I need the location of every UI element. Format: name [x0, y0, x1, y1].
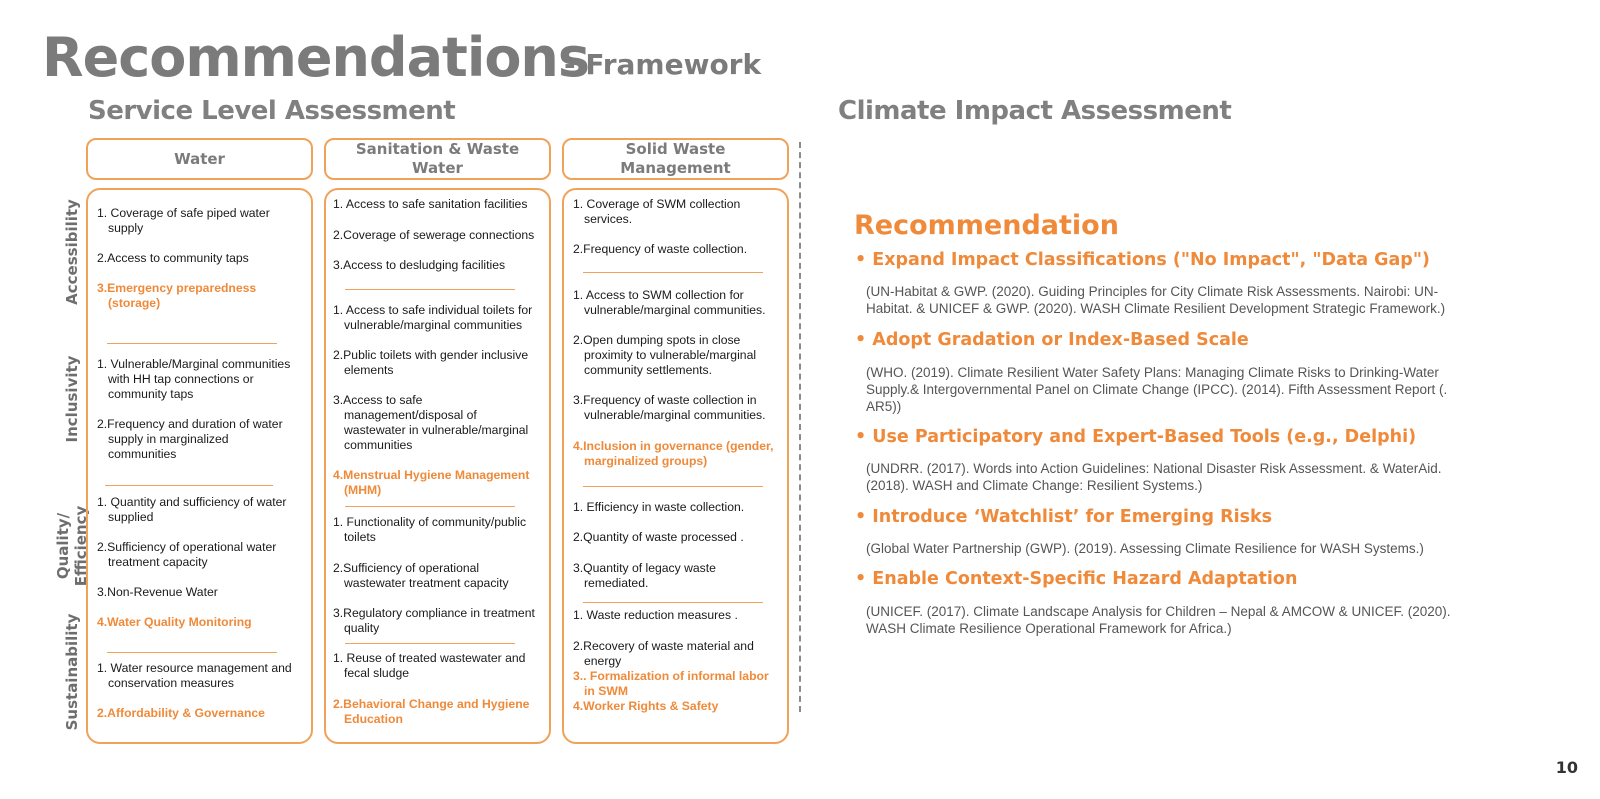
separator	[583, 272, 763, 273]
solid-waste-item-highlight: in SWM	[584, 684, 629, 698]
solid-waste-item-highlight: 4.Worker Rights & Safety	[573, 699, 719, 713]
recommendation-reference	[866, 283, 1466, 317]
sanitation-item: management/disposal of	[344, 408, 477, 422]
separator	[107, 343, 277, 344]
solid-waste-item: 1. Access to SWM collection for	[573, 288, 744, 302]
solid-waste-item-highlight: marginalized groups)	[584, 454, 708, 468]
solid-waste-item: remediated.	[584, 576, 649, 590]
recommendation-heading	[855, 427, 1416, 447]
solid-waste-item: vulnerable/marginal communities.	[584, 408, 766, 422]
recommendation-title: Recommendation	[854, 210, 1119, 241]
solid-waste-item: 1. Efficiency in waste collection.	[573, 500, 745, 514]
sanitation-item-highlight: 2.Behavioral Change and Hygiene	[333, 697, 530, 711]
recommendation-reference	[866, 364, 1466, 415]
column-header-sanitation-label: Sanitation & Waste Water	[355, 140, 520, 177]
row-label-sustainability: Sustainability	[63, 613, 81, 731]
water-item: with HH tap connections or	[108, 372, 254, 386]
solid-waste-item: community settlements.	[584, 363, 713, 377]
row-label-accessibility: Accessibility	[63, 199, 81, 305]
solid-waste-item: proximity to vulnerable/marginal	[584, 348, 757, 362]
separator	[105, 485, 273, 486]
solid-waste-item-highlight: 3.. Formalization of informal labor	[573, 669, 769, 683]
sanitation-item: 2.Coverage of sewerage connections	[333, 228, 535, 242]
row-label-inclusivity: Inclusivity	[63, 355, 81, 443]
recommendation-reference	[866, 540, 1466, 557]
separator	[583, 486, 763, 487]
sanitation-item-highlight: 4.Menstrual Hygiene Management	[333, 468, 530, 482]
water-item: 2.Frequency and duration of water	[97, 417, 283, 431]
recommendation-heading	[855, 507, 1272, 527]
recommendation-heading	[855, 569, 1297, 589]
solid-waste-item: energy	[584, 654, 622, 668]
sanitation-item: fecal sludge	[344, 666, 410, 680]
solid-waste-item: 3.Frequency of waste collection in	[573, 393, 757, 407]
sanitation-item-highlight: Education	[344, 712, 403, 726]
service-level-title: Service Level Assessment	[88, 96, 456, 126]
solid-waste-item: 2.Recovery of waste material and	[573, 639, 754, 653]
solid-waste-item: 2.Frequency of waste collection.	[573, 242, 748, 256]
reference-line: AR5))	[866, 399, 902, 414]
water-item: community taps	[108, 387, 194, 401]
recommendation-heading-text: Expand Impact Classifications ("No Impact", "Data Gap")	[872, 250, 1430, 270]
reference-line: (UNDRR. (2017). Words into Action Guidelines: National Disaster Risk Assessment. & WaterAid.	[866, 461, 1442, 476]
water-item: 3.Non-Revenue Water	[97, 585, 218, 599]
reference-line: Habitat. & UNICEF & GWP. (2020). WASH Climate Resilient Development Strategic Framework.)	[866, 301, 1446, 316]
bullet-marker: •	[855, 330, 867, 350]
sanitation-item: 3.Access to safe	[333, 393, 423, 407]
solid-waste-item: 2.Open dumping spots in close	[573, 333, 741, 347]
solid-waste-item: vulnerable/marginal communities.	[584, 303, 766, 317]
water-item-highlight: 3.Emergency preparedness	[97, 281, 257, 295]
water-item: 1. Coverage of safe piped water	[97, 206, 270, 220]
water-item: communities	[108, 447, 177, 461]
water-item: 1. Vulnerable/Marginal communities	[97, 357, 291, 371]
reference-line: (Global Water Partnership (GWP). (2019). Assessing Climate Resilience for WASH Systems.)	[866, 541, 1424, 556]
water-item: conservation measures	[108, 676, 234, 690]
column-header-solid-waste	[562, 138, 789, 180]
sanitation-item: toilets	[344, 530, 376, 544]
recommendation-heading	[855, 330, 1249, 350]
sanitation-item: 1. Access to safe sanitation facilities	[333, 197, 528, 211]
separator	[107, 652, 277, 653]
column-header-sanitation	[324, 138, 551, 180]
recommendation-heading-text: Adopt Gradation or Index-Based Scale	[872, 330, 1249, 350]
separator	[345, 506, 515, 507]
reference-line: (2018). WASH and Climate Change: Resilient Systems.)	[866, 478, 1203, 493]
recommendation-heading-text: Introduce ‘Watchlist’ for Emerging Risks	[872, 507, 1273, 527]
sanitation-item-highlight: (MHM)	[344, 483, 382, 497]
sanitation-item: 2.Sufficiency of operational	[333, 561, 480, 575]
separator	[345, 643, 515, 644]
page-number: 10	[1555, 758, 1578, 777]
reference-line: Supply.& Intergovernmental Panel on Climate Change (IPCC). (2014). Fifth Assessment Report (.	[866, 382, 1448, 397]
sanitation-item: wastewater in vulnerable/marginal	[344, 423, 529, 437]
sanitation-item: vulnerable/marginal communities	[344, 318, 523, 332]
separator	[583, 602, 763, 603]
sanitation-item: wastewater treatment capacity	[344, 576, 509, 590]
sanitation-item: communities	[344, 438, 413, 452]
water-item-highlight: (storage)	[108, 296, 161, 310]
water-item-highlight: 2.Affordability & Governance	[97, 706, 265, 720]
bullet-marker: •	[855, 427, 867, 447]
recommendation-heading-text: Enable Context-Specific Hazard Adaptation	[872, 569, 1298, 589]
solid-waste-item: 1. Coverage of SWM collection	[573, 197, 741, 211]
recommendation-reference	[866, 460, 1466, 494]
water-item: supply in marginalized	[108, 432, 229, 446]
water-item-highlight: 4.Water Quality Monitoring	[97, 615, 252, 629]
page-title: Recommendations	[42, 26, 590, 89]
column-header-water	[86, 138, 313, 180]
solid-waste-item: 3.Quantity of legacy waste	[573, 561, 716, 575]
solid-waste-item: services.	[584, 212, 633, 226]
sanitation-item: 1. Reuse of treated wastewater and	[333, 651, 526, 665]
section-divider	[799, 142, 801, 712]
sanitation-item: 1. Access to safe individual toilets for	[333, 303, 533, 317]
bullet-marker: •	[855, 569, 867, 589]
separator	[345, 289, 515, 290]
sanitation-item: 3.Regulatory compliance in treatment	[333, 606, 535, 620]
water-item: supply	[108, 221, 144, 235]
water-item: treatment capacity	[108, 555, 208, 569]
water-item: 2.Sufficiency of operational water	[97, 540, 277, 554]
water-item: 1. Water resource management and	[97, 661, 292, 675]
sanitation-item: 3.Access to desludging facilities	[333, 258, 506, 272]
page-subtitle: - Framework	[564, 48, 762, 81]
column-header-solid-waste-label: Solid Waste Management	[620, 140, 731, 177]
solid-waste-item: 2.Quantity of waste processed .	[573, 530, 744, 544]
climate-impact-title: Climate Impact Assessment	[838, 96, 1232, 126]
reference-line: (UN-Habitat & GWP. (2020). Guiding Principles for City Climate Risk Assessments. Nairobi: UN-	[866, 284, 1439, 299]
recommendation-heading-text: Use Participatory and Expert-Based Tools (e.g., Delphi)	[872, 427, 1417, 447]
column-header-water-label: Water	[174, 149, 225, 168]
water-item: 1. Quantity and sufficiency of water	[97, 495, 287, 509]
row-label-quality-efficiency: Quality/ Efficiency	[54, 505, 90, 587]
water-item: 2.Access to community taps	[97, 251, 249, 265]
solid-waste-item: 1. Waste reduction measures .	[573, 608, 738, 622]
bullet-marker: •	[855, 507, 867, 527]
reference-line: (WHO. (2019). Climate Resilient Water Safety Plans: Managing Climate Risks to Drinking-Water	[866, 365, 1439, 380]
sanitation-item: 2.Public toilets with gender inclusive	[333, 348, 529, 362]
bullet-marker: •	[855, 250, 867, 270]
sanitation-item: elements	[344, 363, 394, 377]
recommendation-reference	[866, 603, 1466, 637]
water-item: supplied	[108, 510, 154, 524]
reference-line: (UNICEF. (2017). Climate Landscape Analysis for Children – Nepal & AMCOW & UNICEF. (2020).	[866, 604, 1451, 619]
recommendation-heading	[855, 250, 1430, 270]
solid-waste-item-highlight: 4.Inclusion in governance (gender,	[573, 439, 774, 453]
sanitation-item: 1. Functionality of community/public	[333, 515, 527, 529]
sanitation-item: quality	[344, 621, 380, 635]
reference-line: WASH Climate Resilience Operational Framework for Africa.)	[866, 621, 1232, 636]
